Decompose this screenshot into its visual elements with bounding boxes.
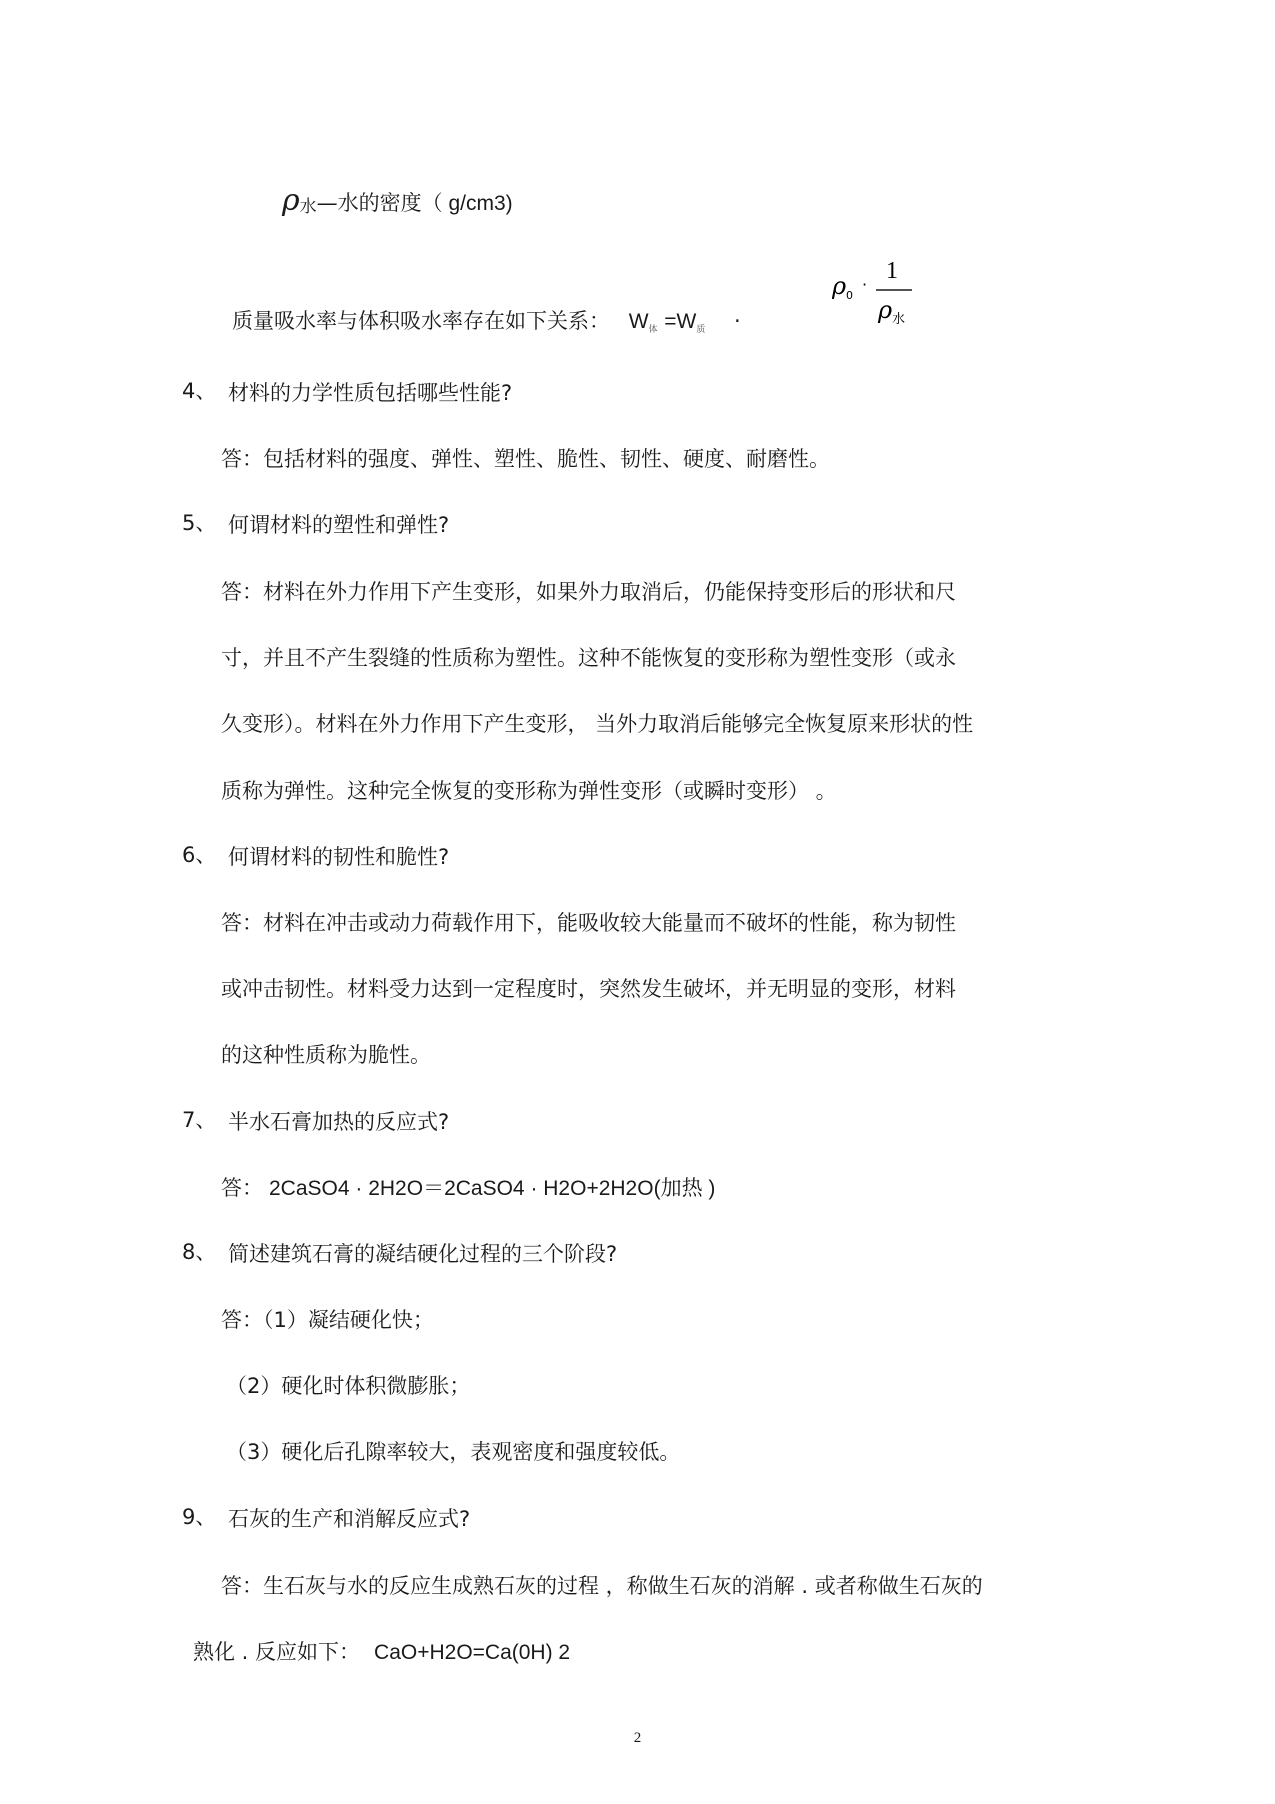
answer-4: 答：包括材料的强度、弹性、塑性、脆性、韧性、硬度、耐磨性。: [221, 447, 830, 471]
fraction-dot: ·: [862, 275, 868, 294]
answer-8-line-3: （3）硬化后孔隙率较大，表观密度和强度较低。: [226, 1440, 681, 1464]
question-4: 材料的力学性质包括哪些性能?: [228, 381, 513, 405]
gypsum-reaction-formula: 2CaSO4 · 2H2O＝2CaSO4 · H2O+2H2O(加热 ): [269, 1177, 716, 1200]
question-6: 何谓材料的韧性和脆性?: [228, 845, 450, 869]
answer-6-line-1: 答：材料在冲击或动力荷载作用下，能吸收较大能量而不破坏的性能，称为韧性: [221, 911, 956, 935]
answer-5-line-4: 质称为弹性。这种完全恢复的变形称为弹性变形（或瞬时变形） 。: [221, 779, 837, 803]
density-fraction: [832, 252, 912, 332]
answer-8-line-1: 答：（1）凝结硬化快；: [221, 1308, 434, 1332]
rho0-symbol: ρ: [832, 272, 847, 300]
page-number: 2: [633, 1730, 642, 1746]
rho-water-subscript: 水: [892, 312, 906, 327]
relation-text: 质量吸水率与体积吸水率存在如下关系：: [232, 309, 610, 333]
answer-5-line-2: 寸，并且不产生裂缝的性质称为塑性。这种不能恢复的变形称为塑性变形（或永: [221, 646, 956, 670]
item-number: 6、: [182, 843, 217, 867]
relation-line: [232, 306, 741, 345]
answer-7: [221, 1173, 715, 1204]
dot-operator: ·: [734, 309, 741, 333]
answer-6-line-2: 或冲击韧性。材料受力达到一定程度时，突然发生破坏，并无明显的变形，材料: [221, 977, 956, 1001]
answer-9-prefix: 熟化 . 反应如下：: [193, 1640, 361, 1664]
w-eq: =W: [664, 310, 697, 333]
answer-9-line-1: 答：生石灰与水的反应生成熟石灰的过程 ，称做生石灰的消解 . 或者称做生石灰的: [221, 1574, 983, 1598]
answer-8-line-2: （2）硬化时体积微膨胀；: [226, 1374, 471, 1398]
item-number: 7、: [182, 1108, 217, 1132]
question-7: 半水石膏加热的反应式?: [228, 1110, 450, 1134]
answer-5-line-3: 久变形）。材料在外力作用下产生变形， 当外力取消后能够完全恢复原来形状的性: [221, 712, 974, 736]
rho0-subscript: 0: [846, 289, 853, 302]
lime-reaction-formula: CaO+H2O=Ca(0H) 2: [374, 1641, 571, 1664]
answer-7-prefix: 答：: [221, 1176, 263, 1200]
item-number: 4、: [182, 379, 217, 403]
rho-symbol: ρ: [282, 183, 300, 218]
answer-9-line-2: [193, 1637, 570, 1668]
item-number: 9、: [182, 1505, 217, 1529]
answer-5-line-1: 答：材料在外力作用下产生变形，如果外力取消后，仍能保持变形后的形状和尺: [221, 580, 956, 604]
density-label: —水的密度（: [316, 191, 443, 215]
w-mass-sub: 质: [696, 325, 706, 335]
rho-water-symbol: ρ: [878, 296, 893, 324]
density-unit: g/cm3): [442, 192, 513, 215]
question-8: 简述建筑石膏的凝结硬化过程的三个阶段?: [228, 1242, 618, 1266]
rho-subscript: 水: [299, 197, 317, 217]
w-vol: W: [628, 310, 649, 333]
item-number: 8、: [182, 1240, 217, 1264]
fraction-numerator: 1: [886, 258, 898, 284]
question-9: 石灰的生产和消解反应式?: [228, 1507, 471, 1531]
water-density-line: [282, 183, 513, 222]
w-vol-sub: 体: [648, 325, 658, 335]
item-number: 5、: [182, 511, 217, 535]
answer-6-line-3: 的这种性质称为脆性。: [221, 1043, 431, 1067]
question-5: 何谓材料的塑性和弹性?: [228, 513, 450, 537]
